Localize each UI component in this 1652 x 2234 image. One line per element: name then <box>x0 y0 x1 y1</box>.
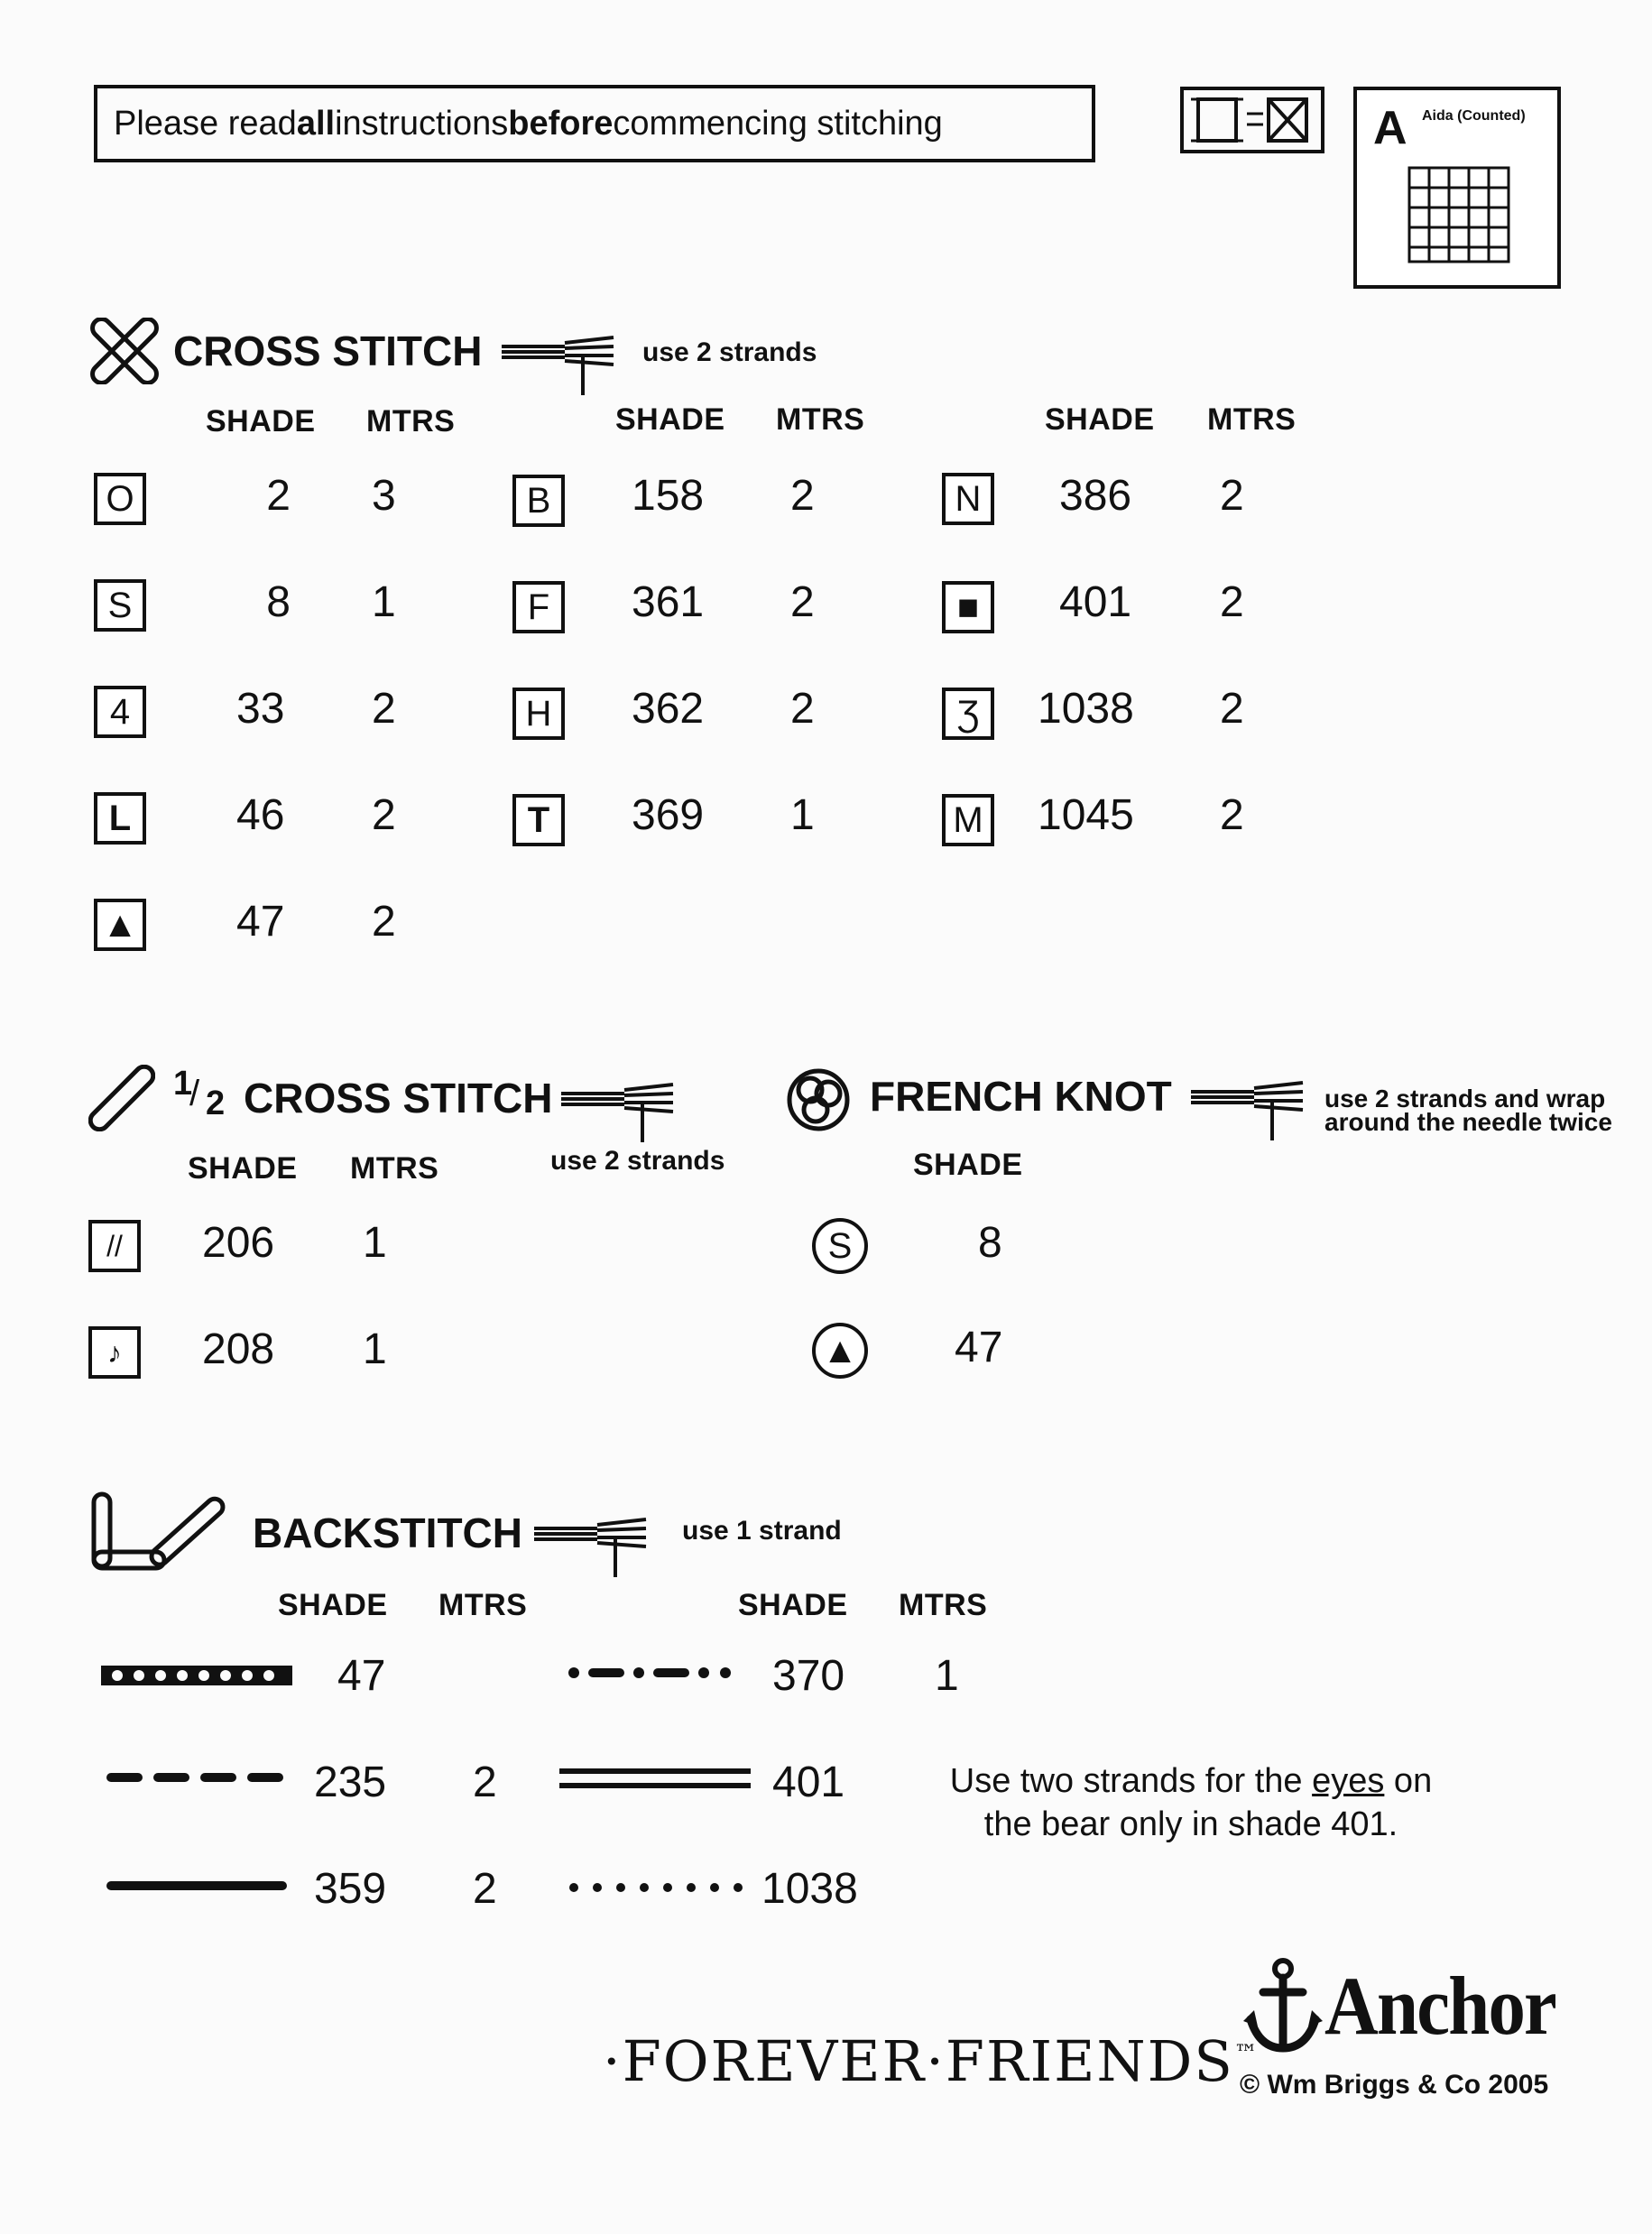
mtrs-value: 1 <box>372 578 396 626</box>
shade-value: 401 <box>772 1759 845 1806</box>
shade-value: 2 <box>266 472 291 520</box>
mtrs-value: 2 <box>790 578 815 626</box>
eyes-note-line-1 <box>911 1759 1471 1803</box>
eyes-note <box>911 1759 1471 1846</box>
col-header-shade: SHADE <box>278 1588 388 1622</box>
half-cross-fraction-num: 1 <box>173 1065 193 1103</box>
cross-stitch-title: CROSS STITCH <box>173 328 483 374</box>
col-header-mtrs: MTRS <box>350 1151 439 1186</box>
notice-text-end: commencing stitching <box>613 104 943 143</box>
mtrs-value: 2 <box>1220 578 1244 626</box>
symbol-key: ▲ <box>812 1323 868 1379</box>
instructions-notice <box>94 85 1095 162</box>
brand-text: ·FOREVER·FRIENDS <box>603 2028 1234 2094</box>
notice-text: Please read <box>114 104 297 143</box>
shade-value: 401 <box>1059 578 1132 626</box>
line-sample-dotted <box>567 1879 747 1897</box>
col-header-mtrs: MTRS <box>438 1588 528 1622</box>
eyes-note-line-2: the bear only in shade 401. <box>983 1805 1398 1843</box>
shade-value: 1038 <box>1038 685 1134 733</box>
col-header-shade: SHADE <box>913 1148 1023 1182</box>
mtrs-value: 2 <box>372 685 396 733</box>
shade-value: 361 <box>632 578 705 626</box>
shade-value: 33 <box>236 685 285 733</box>
cross-stitch-strands-note: use 2 strands <box>642 337 817 367</box>
thread-icon <box>561 1077 677 1144</box>
symbol-key: N <box>942 473 994 525</box>
shade-value: 1045 <box>1038 791 1134 839</box>
backstitch-strands-note: use 1 strand <box>682 1516 842 1546</box>
col-header-shade: SHADE <box>1045 402 1155 437</box>
shade-value: 362 <box>632 685 705 733</box>
french-knot-title: FRENCH KNOT <box>870 1073 1172 1120</box>
eyes-note-text: Use two strands for the <box>949 1762 1313 1800</box>
col-header-mtrs: MTRS <box>1207 402 1297 437</box>
col-header-shade: SHADE <box>615 402 725 437</box>
shade-value: 369 <box>632 791 705 839</box>
symbol-key: T <box>512 794 565 846</box>
notice-bold-before: before <box>508 104 614 143</box>
shade-value: 8 <box>978 1219 1002 1267</box>
half-cross-fraction-den: 2 <box>206 1085 226 1122</box>
mtrs-value: 1 <box>790 791 815 839</box>
symbol-key: L <box>94 792 146 845</box>
col-header-mtrs: MTRS <box>899 1588 988 1622</box>
mtrs-value: 2 <box>790 685 815 733</box>
shade-value: 47 <box>236 898 285 946</box>
half-cross-title: CROSS STITCH <box>244 1075 553 1122</box>
symbol-key: Ʒ <box>942 688 994 740</box>
anchor-logo-text: Anchor <box>1324 1960 1556 2052</box>
mtrs-value: 2 <box>473 1865 497 1913</box>
shade-value: 47 <box>337 1652 386 1700</box>
line-sample-solid <box>106 1879 287 1893</box>
symbol-key: // <box>88 1220 141 1272</box>
symbol-key: O <box>94 473 146 525</box>
shade-value: 158 <box>632 472 705 520</box>
symbol-key: ■ <box>942 581 994 633</box>
shade-value: 370 <box>772 1652 845 1700</box>
half-cross-strands-note: use 2 strands <box>550 1146 725 1176</box>
symbol-key: ♪ <box>88 1326 141 1379</box>
mtrs-value: 1 <box>935 1652 959 1700</box>
symbol-key: M <box>942 794 994 846</box>
mtrs-value: 1 <box>363 1219 387 1267</box>
shade-value: 1038 <box>761 1865 858 1913</box>
mtrs-value: 2 <box>1220 472 1244 520</box>
shade-value: 208 <box>202 1325 275 1373</box>
backstitch-icon <box>88 1489 229 1575</box>
line-sample-beaded <box>99 1662 294 1689</box>
backstitch-title: BACKSTITCH <box>253 1509 522 1556</box>
line-sample-dashed <box>106 1768 287 1786</box>
col-header-shade: SHADE <box>188 1151 298 1186</box>
symbol-key: B <box>512 475 565 527</box>
symbol-key: H <box>512 688 565 740</box>
symbol-key: F <box>512 581 565 633</box>
french-knot-strands-note-2: around the needle twice <box>1324 1108 1612 1136</box>
shade-value: 235 <box>314 1759 387 1806</box>
cross-stitch-icon <box>90 318 159 384</box>
aida-grid-icon <box>1402 161 1516 269</box>
mtrs-value: 2 <box>372 791 396 839</box>
symbol-key: S <box>812 1218 868 1274</box>
french-knot-icon <box>785 1066 852 1133</box>
mtrs-value: 2 <box>790 472 815 520</box>
col-header-shade: SHADE <box>206 404 316 438</box>
fabric-letter: A <box>1373 102 1407 154</box>
col-header-mtrs: MTRS <box>776 402 865 437</box>
line-sample-dash-dot <box>567 1664 738 1682</box>
shade-value: 206 <box>202 1219 275 1267</box>
copyright: © Wm Briggs & Co 2005 <box>1240 2070 1549 2100</box>
mtrs-value: 1 <box>363 1325 387 1373</box>
shade-value: 386 <box>1059 472 1132 520</box>
thread-icon <box>534 1512 650 1579</box>
notice-bold-all: all <box>296 104 336 143</box>
col-header-mtrs: MTRS <box>366 404 456 438</box>
col-header-shade: SHADE <box>738 1588 848 1622</box>
fabric-label: Aida (Counted) <box>1422 108 1526 124</box>
symbol-key: ▲ <box>94 899 146 951</box>
mtrs-value: 2 <box>1220 685 1244 733</box>
eyes-note-underlined: eyes <box>1312 1762 1385 1800</box>
line-sample-double <box>559 1765 751 1792</box>
eyes-note-text-end: on <box>1384 1762 1433 1800</box>
mtrs-value: 3 <box>372 472 396 520</box>
aida-fabric-box <box>1353 87 1561 289</box>
half-cross-fraction-slash: / <box>189 1074 200 1113</box>
trademark-mark: ™ <box>1233 2040 1260 2068</box>
mtrs-value: 2 <box>372 898 396 946</box>
shade-value: 46 <box>236 791 285 839</box>
symbol-key: S <box>94 579 146 632</box>
anchor-icon <box>1241 1956 1324 2057</box>
notice-text-mid: instructions <box>335 104 509 143</box>
french-knot-strands-note-1: use 2 strands and wrap <box>1324 1085 1606 1112</box>
shade-value: 8 <box>266 578 291 626</box>
thread-icon <box>1191 1075 1306 1142</box>
half-stitch-icon <box>88 1065 155 1131</box>
forever-friends-logo <box>603 2028 1260 2094</box>
mtrs-value: 2 <box>473 1759 497 1806</box>
shade-value: 359 <box>314 1865 387 1913</box>
shade-value: 47 <box>955 1324 1003 1371</box>
stitch-key-icon <box>1180 87 1324 153</box>
thread-icon <box>502 330 617 397</box>
mtrs-value: 2 <box>1220 791 1244 839</box>
symbol-key: 4 <box>94 686 146 738</box>
